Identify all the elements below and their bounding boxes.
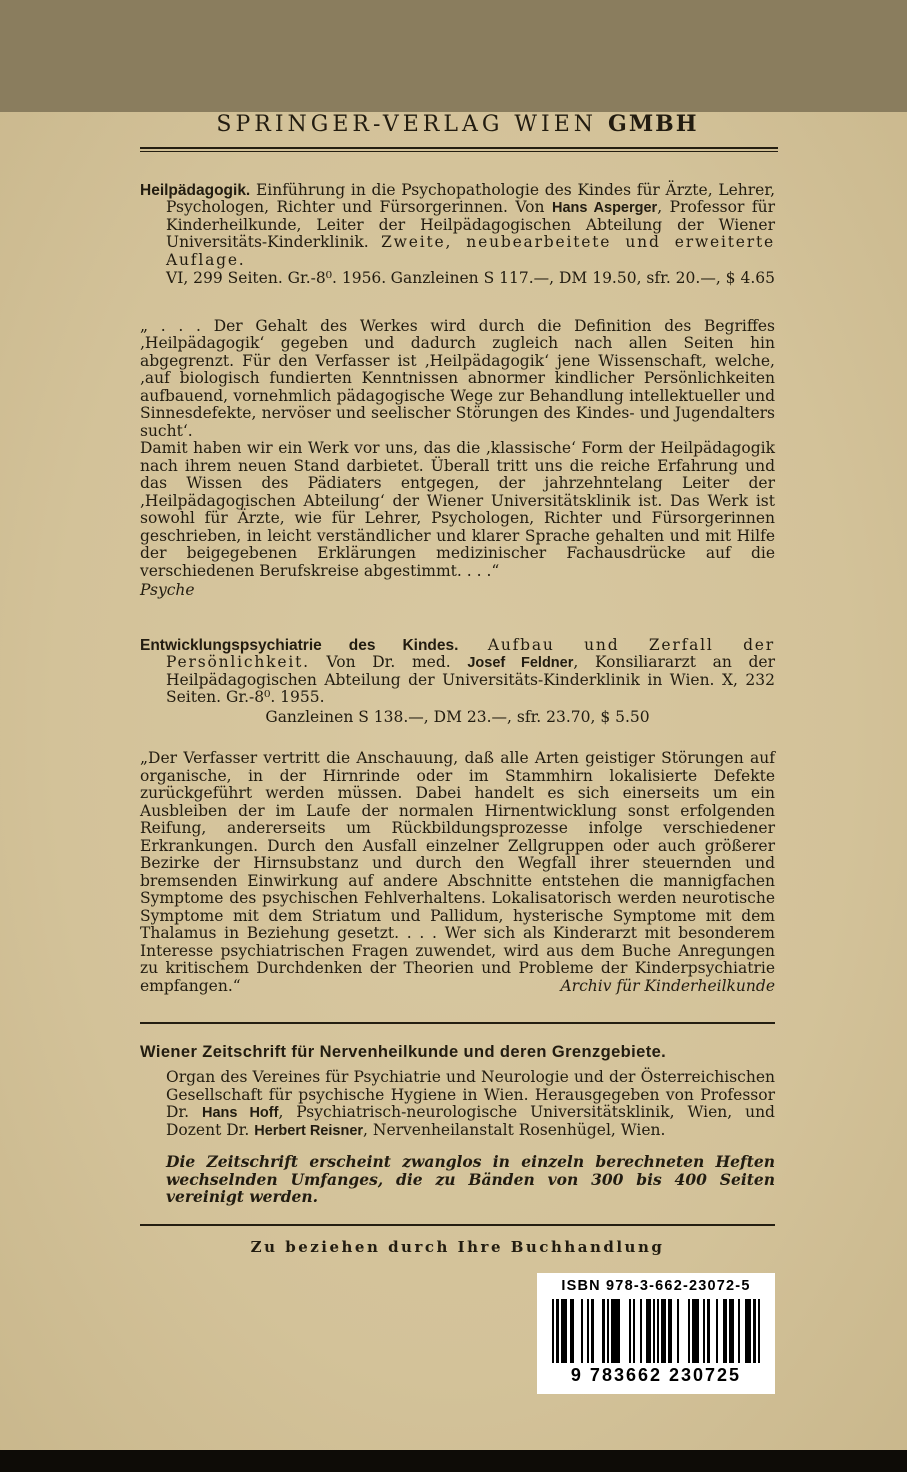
journal-editor-2: Herbert Reisner (254, 1122, 364, 1139)
book-1-review-paragraph-2: Damit haben wir ein Werk vor uns, das die ‚klassische‘ Form der Heilpädagogik nach ihrem neuen Stand darbietet. Überall tritt uns die reiche Erfahrung und das Wissen des Pädiaters entgegen, der jahrzehntelang Leiter der ‚Heilpädagogischen Abteilung‘ der Wiener Universitätsklinik ist. Das Werk ist sowohl für Ärzte, wie für Lehrer, Psychologen, Richter und Fürsorgerinnen geschrieben, in leicht verständlicher und klarer Sprache gehalten und mit Hilfe der beigegebenen Erklärungen medizinischer Fachausdrücke auf die verschiedenen Berufskreise abgestimmt. . . .“ (140, 439, 775, 580)
journal-subscription-note: Die Zeitschrift erscheint zwanglos in einzeln berechneten Heften wechselnden Umfanges, die zu Bänden von 300 bis 400 Seiten vereinigt werden. (166, 1152, 775, 1206)
book-2-price: Ganzleinen S 138.—, DM 23.—, sfr. 23.70, $ 5.50 (265, 707, 650, 726)
bottom-black-bar (0, 1450, 907, 1472)
book-2-review-text: „Der Verfasser vertritt die Anschauung, daß alle Arten geistiger Störungen auf organische, in der Hirnrinde oder im Stammhirn lokalisierte Defekte zurückgeführt werden müssen. Dabei handelt es sich einerseits um ein Ausbleiben der im Laufe der normalen Hirnentwicklung sonst erfolgenden Reifung, andererseits um Rückbildungsprozesse infolge verschiedener Erkrankungen. Durch den Ausfall einzelner Zellgruppen oder auch größerer Bezirke der Hirnsubstanz und durch den Wegfall ihrer steuernden und bremsenden Einwirkung auf andere Abschnitte entstehen die mannigfachen Symptome des psychischen Fehlverhaltens. Lokalisatorisch werden neurotische Symptome mit dem Striatum und Pallidum, hysterische Symptome mit dem Thalamus in Beziehung gesetzt. . . . Wer sich als Kinderarzt mit besonderem Interesse psychiatrischen Fragen zuwendet, wird aus dem Buche Anregungen zu kritischem Durchdenken der Theorien und Probleme der Kinderpsychiatrie empfangen.“ (140, 749, 775, 995)
book-1-heading (140, 182, 775, 270)
book-1-desc-pre: Einführung in die Psychopathologie des Kindes für Ärzte, Lehrer, Psychologen, Richter und Fürsorgerinnen. Von (166, 180, 775, 217)
publisher-name-main: SPRINGER-VERLAG WIEN (216, 112, 598, 137)
book-1-price: Ganzleinen S 117.—, DM 19.50, sfr. 20.—, $ 4.65 (390, 269, 775, 288)
journal-title: Wiener Zeitschrift für Nervenheilkunde und deren Grenzgebiete. (140, 1043, 667, 1062)
ordering-note: Zu beziehen durch Ihre Buchhandlung (250, 1237, 665, 1256)
book-1-collation: VI, 299 Seiten. Gr.-8⁰. 1956. (166, 269, 387, 288)
book-back-cover (0, 112, 907, 1472)
book-2-author: Josef Feldner (467, 655, 574, 672)
masthead-double-rule (140, 147, 778, 152)
book-2-review-source: Archiv für Kinderheilkunde (560, 976, 775, 995)
journal-editor-1: Hans Hoff (201, 1105, 279, 1121)
section-divider-rule (140, 1022, 775, 1024)
book-1-title: Heilpädagogik. (140, 181, 251, 199)
book-1-author: Hans Asperger (552, 200, 658, 217)
book-1-review (140, 318, 775, 600)
cover-content (0, 112, 907, 1394)
book-2-heading (140, 637, 775, 707)
journal-description (140, 1069, 775, 1139)
journal-desc-2: , Psychiatrisch-neurologische Universitätsklinik, Wien, und Dozent Dr. (166, 1103, 775, 1139)
book-entry-heilpaedagogik (140, 182, 775, 600)
book-2-subtitle: Aufbau und Zerfall der Persönlichkeit. (166, 635, 775, 672)
journal-desc-3: , Nervenheilanstalt Rosenhügel, Wien. (363, 1120, 666, 1139)
isbn-number: ISBN 978-3-662-23072-5 (561, 1278, 751, 1295)
book-2-title: Entwicklungspsychiatrie des Kindes. (140, 636, 459, 654)
barcode-digits: 9 783662 230725 (570, 1364, 742, 1385)
book-1-edition: Zweite, neubearbeitete und erweiterte Auflage. (166, 233, 775, 269)
book-2-desc-pre: Von Dr. med. (309, 653, 468, 672)
book-1-review-paragraph-1: „ . . . Der Gehalt des Werkes wird durch die Definition des Begriffes ‚Heilpädagogik‘ gegeben und dadurch zugleich nach allen Seiten hin abgegrenzt. Für den Verfasser ist ‚Heilpädagogik‘ jene Wissenschaft, welche, ‚auf biologisch fundierten Kenntnissen abnormer kindlicher Persönlichkeiten aufbauend, vornehmlich pädagogische Wege zur Behandlung intellektueller und Sinnesdefekte, nervöser und seelischer Störungen des Kindes- und Jugendalters sucht‘. (140, 316, 775, 440)
publisher-name-suffix: GMBH (608, 111, 699, 137)
isbn-barcode (537, 1273, 775, 1394)
book-2-desc-post: , Konsiliararzt an der Heilpädagogischen Abteilung der Universitäts-Kinderklinik in Wien. X, 232 Seiten. Gr.-8⁰. 1955. (166, 653, 776, 707)
book-1-review-source: Psyche (140, 581, 195, 600)
book-1-imprint-line (140, 270, 775, 288)
publisher-masthead (140, 112, 775, 152)
barcode-bars (546, 1299, 766, 1363)
journal-entry-wiener-zeitschrift (140, 1043, 775, 1205)
journal-desc-1: Organ des Vereines für Psychiatrie und Neurologie und der Österreichischen Gesellschaft für psychische Hygiene in Wien. Herausgegeben von Professor Dr. (166, 1068, 775, 1121)
book-entry-entwicklungspsychiatrie (140, 637, 775, 996)
footer-divider-rule (140, 1224, 775, 1226)
book-2-review (140, 750, 775, 995)
publisher-name (140, 112, 775, 138)
book-2-review-paragraph (140, 750, 775, 995)
book-1-desc-post: , Professor für Kinderheilkunde, Leiter der Heilpädagogischen Abteilung der Wiener Universitäts-Kinderklinik. (166, 198, 776, 252)
